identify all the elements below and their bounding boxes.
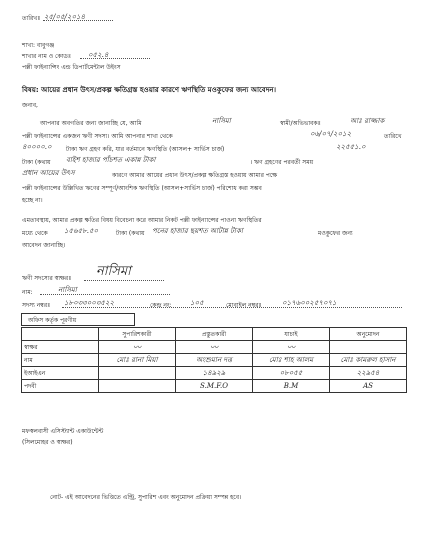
row-label: স্বাক্ষর <box>22 341 99 354</box>
row-label: ইআইএন <box>22 367 99 380</box>
member-no-label: সদস্য নম্বরঃ <box>22 302 51 309</box>
table-row <box>22 380 407 393</box>
para2-line-2: মধ্যে থেকে <box>22 230 48 237</box>
body-line-1-tail: স্বামী/অভিভাবকঃ <box>280 120 321 127</box>
para2-amount: ১৫৬৫৮.৫০ <box>64 227 99 235</box>
para2-tail: মওকুফের জন্য <box>318 230 353 237</box>
date-underline <box>43 20 113 21</box>
table-cell <box>99 367 176 380</box>
row-label: পদবী <box>22 380 99 393</box>
borrower-signature: নাসিমা <box>96 264 131 279</box>
salutation: জনাব, <box>22 102 38 109</box>
accountant-seal-note: (সিলমোহর ও স্বাক্ষর) <box>22 439 73 446</box>
branch-label: শাখার নাম ও কোডঃ <box>22 53 72 60</box>
table-cell <box>22 328 99 341</box>
table-header-row <box>22 328 407 341</box>
row-label: নাম <box>22 354 99 367</box>
para2-line-3: আবেদন জানাচ্ছি। <box>22 242 66 249</box>
body-line-3-amount: ৪০০০০.০ <box>22 143 52 151</box>
column-header: সুপারিশকারী <box>99 328 176 341</box>
body-line-7: হচ্ছে না। <box>22 197 43 204</box>
para2-words: পনের হাজার ছয়শত আটান্ন টাকা <box>152 227 243 235</box>
table-cell: মোঃ রানা মিয়া <box>99 354 176 367</box>
column-header: অনুমোদন <box>330 328 407 341</box>
subject-line: বিষয়: আয়ের প্রধান উৎস/প্রকল্প ক্ষতিগ্রস্ত হওয়ার কারণে ঋণস্থিতি মওকুফের জন্য আবেদন। <box>22 86 277 94</box>
signature-cell: 〰 <box>253 341 330 354</box>
name-underline <box>40 294 170 295</box>
branch-to: শাখা: বাবুগঞ্জ <box>22 42 55 49</box>
accountant-title: মফস্বলবাসী এসিস্ট্যান্ট একাউন্টেন্ট <box>22 428 104 435</box>
para2-mid: টাকা (কথায় <box>116 230 145 237</box>
table-cell: মোঃ শাহ আলম <box>253 354 330 367</box>
body-line-3-balance: ২২৫৫১.০ <box>336 143 366 151</box>
table-row <box>22 354 407 367</box>
mobile-value: ০১৭৬০০২৫৭০৭১ <box>282 299 337 307</box>
table-row <box>22 341 407 354</box>
body-line-2-tail: তারিখে <box>384 133 402 140</box>
body-line-1: আপনার অবগতির জন্য জানাচ্ছি যে, আমি <box>40 120 142 127</box>
signature-cell <box>330 341 407 354</box>
body-line-4-words: বাইশ হাজার পাঁচশত একান্ন টাকা <box>66 156 156 164</box>
borrower-sign-label: ঋণী সদস্যের স্বাক্ষরঃ <box>22 275 72 282</box>
table-cell: ২২৯৫৪ <box>330 367 407 380</box>
table-cell: AS <box>330 380 407 393</box>
member-no-value: ১৮০৩৩০০৩৫২২ <box>64 299 115 307</box>
body-line-5-cause: প্রধান আয়ের উৎস <box>22 169 75 177</box>
body-line-5: কারণে আমার আয়ের প্রধান উৎস/প্রকল্প ক্ষতিগ্রস্ত হওয়ায় আমার পক্ষে <box>112 172 278 179</box>
table-cell: ০৮০৫৫ <box>253 367 330 380</box>
body-line-2: পল্লী ফাইন্যান্সের একজন ঋণী সদস্য। আমি আপনার শাখা থেকে <box>22 133 173 140</box>
body-line-4-tail: । ঋণ গ্রহণের পরবর্তী সময় <box>250 159 314 166</box>
dept-line: পল্লী ফাইন্যান্সিং এন্ড ডিপার্টমেন্টাল উইংস <box>22 64 121 71</box>
date-label: তারিখঃ <box>22 15 41 22</box>
para2-line-1: এমতাবস্থায়, আমার প্রকল্প ক্ষতির বিষয় বিবেচনা করে আমার নিকট পল্লী ফাইন্যান্সের পাওনা ঋণস্থিতির <box>22 217 262 224</box>
center-label: কেন্দ্র নং: <box>150 302 172 309</box>
name-label: নাম: <box>22 289 33 296</box>
body-line-6: পল্লী ফাইন্যান্সের উল্লিখিত ঋণের সম্পূর্ণ/আংশিক ঋণস্থিতি (আসল+সার্ভিস চার্জ) পরিশোধ করা সম্ভব <box>22 185 262 192</box>
office-table <box>21 327 407 393</box>
body-line-1-name: নাসিমা <box>212 117 231 125</box>
body-line-4: টাকা (কথায় <box>22 159 51 166</box>
branch-underline <box>80 58 150 59</box>
table-cell <box>99 380 176 393</box>
signature-cell: 〰 <box>99 341 176 354</box>
table-cell: অংশুমান দত্ত <box>176 354 253 367</box>
signature-cell: 〰 <box>176 341 253 354</box>
table-cell: ১৪৯২৯ <box>176 367 253 380</box>
body-line-2-date: ০৬/০৭/২০১২ <box>310 130 352 138</box>
column-header: প্রস্তুতকারী <box>176 328 253 341</box>
table-cell: S.M.F.O <box>176 380 253 393</box>
office-title: অফিস কর্তৃক পূরণীয় <box>28 317 77 324</box>
footer-note: নোট- এই আবেদনের ভিত্তিতে এন্ট্রি, সুপারিশ এবং অনুমোদন প্রক্রিয়া সম্পন্ন হবে। <box>50 494 242 501</box>
table-cell: B.M <box>253 380 330 393</box>
body-line-3: টাকা ঋণ গ্রহণ করি, যার বর্তমানে ঋণস্থিতি (আসল+ সার্ভিস চার্জ) <box>66 146 225 153</box>
member-underline <box>62 307 402 308</box>
branch-code: ০৫২.৪ <box>88 51 109 59</box>
table-row <box>22 367 407 380</box>
mobile-label: মোবাইল নম্বরঃ <box>226 302 262 309</box>
column-header: যাচাই <box>253 328 330 341</box>
center-value: ১০৫ <box>190 299 204 307</box>
body-line-1-guardian: আঃ রাজ্জাক <box>350 117 385 125</box>
name-value: নাসিমা <box>58 286 77 294</box>
date-value: ২৫/০৫/২০১৪ <box>44 13 86 21</box>
table-cell: মোঃ কামরুল হাসান <box>330 354 407 367</box>
